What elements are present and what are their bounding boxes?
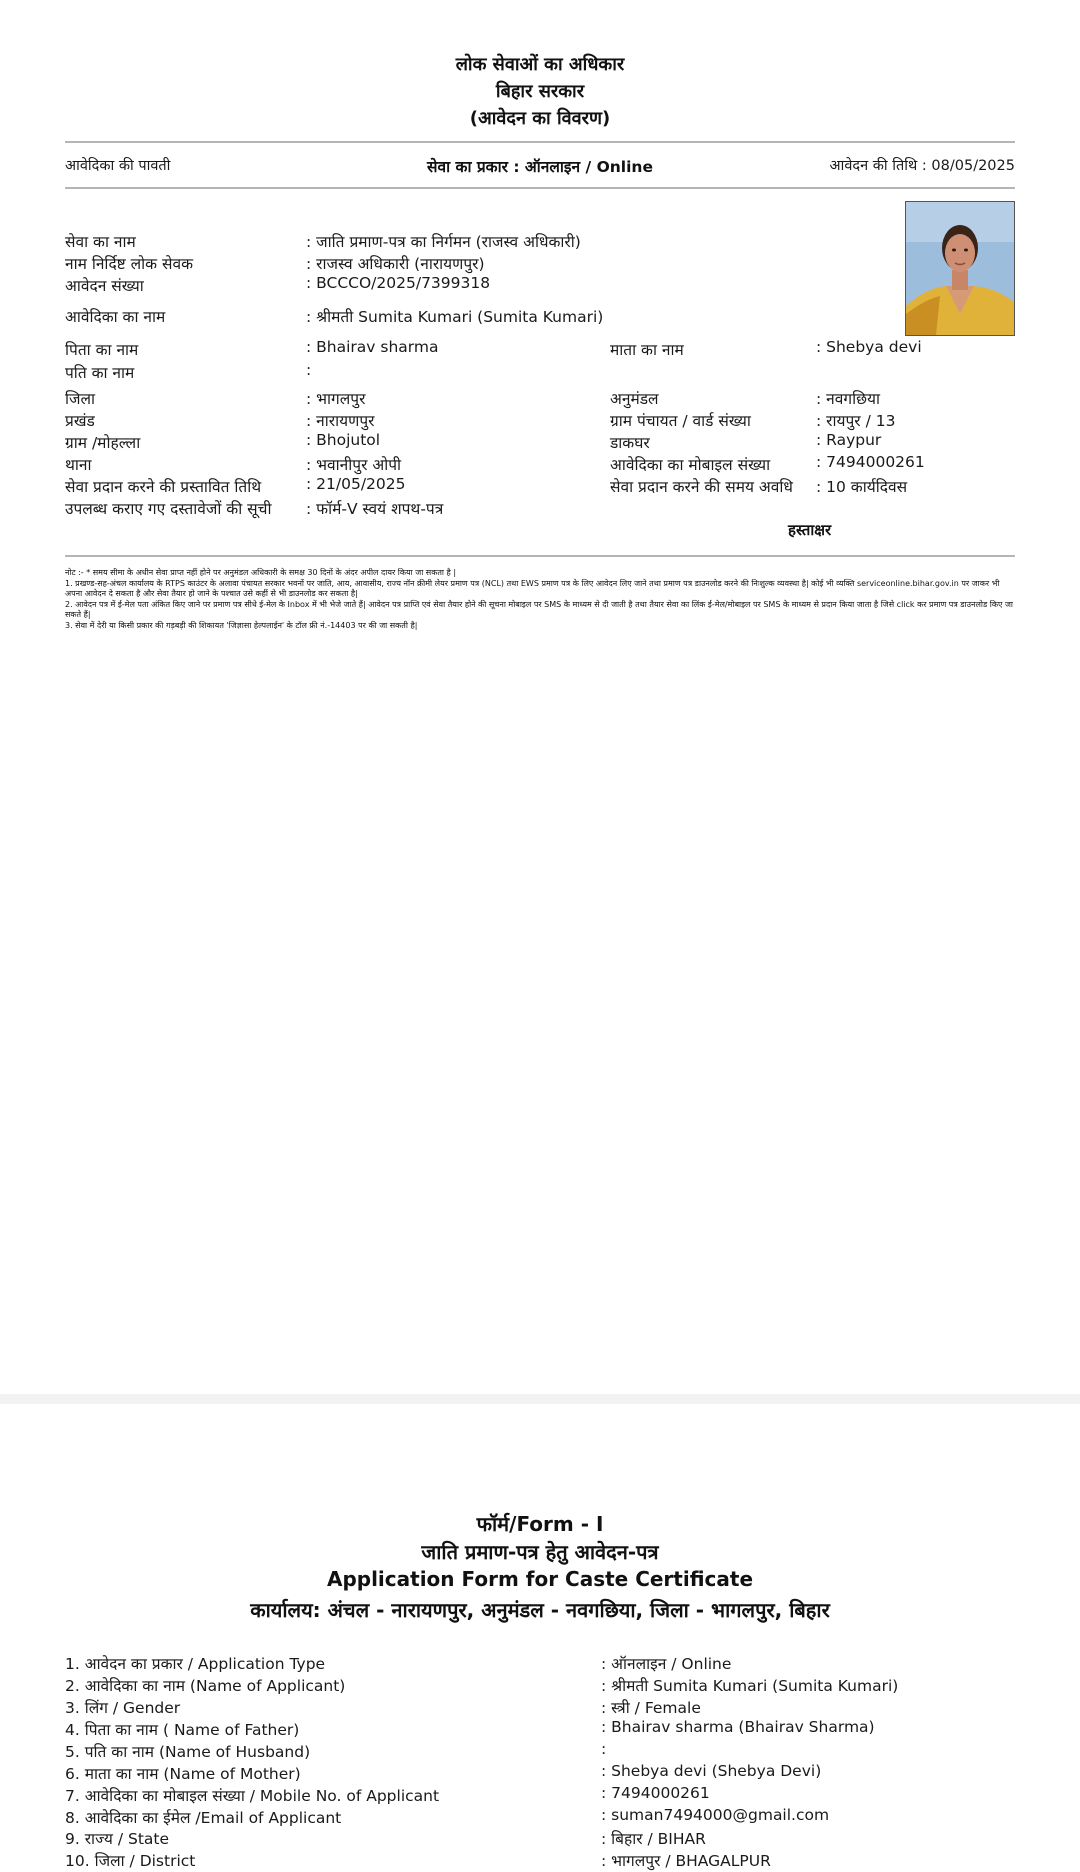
form-number: फॉर्म/Form - I: [476, 1512, 604, 1536]
form-row-value: : ऑनलाइन / Online: [601, 1655, 732, 1673]
form-row-value: : 7494000261: [601, 1784, 710, 1802]
form-row-label: 3. लिंग / Gender: [65, 1699, 181, 1717]
divider: [65, 555, 1015, 557]
service-name-value: : जाति प्रमाण-पत्र का निर्गमन (राजस्व अधिकारी): [306, 233, 581, 251]
form-row-value: : Bhairav sharma (Bhairav Sharma): [601, 1718, 875, 1736]
form-row-label: 6. माता का नाम (Name of Mother): [65, 1765, 301, 1783]
field-label: ग्राम /मोहल्ला: [65, 434, 141, 452]
field-label: अनुमंडल: [610, 390, 659, 408]
panchayat-ward-value: : रायपुर / 13: [816, 412, 896, 430]
form-row-value: : बिहार / BIHAR: [601, 1830, 706, 1848]
office-line: कार्यालय: अंचल - नारायणपुर, अनुमंडल - नवगछिया, जिला - भागलपुर, बिहार: [250, 1598, 830, 1622]
form-page: [0, 1404, 1080, 1872]
field-label: उपलब्ध कराए गए दस्तावेजों की सूची: [65, 500, 272, 518]
field-label: आवेदिका का नाम: [65, 308, 166, 326]
field-label: जिला: [65, 390, 96, 408]
form-row-label: 8. आवेदिका का ईमेल /Email of Applicant: [65, 1809, 342, 1827]
field-label: ग्राम पंचायत / वार्ड संख्या: [610, 412, 751, 430]
form-row-label: 4. पिता का नाम ( Name of Father): [65, 1721, 300, 1739]
district-value: : भागलपुर: [306, 390, 366, 408]
subdivision-value: : नवगछिया: [816, 390, 880, 408]
block-value: : नारायणपुर: [306, 412, 375, 430]
form-row-label: 1. आवेदन का प्रकार / Application Type: [65, 1655, 326, 1673]
husband-name-value: :: [306, 361, 312, 379]
field-label: नाम निर्दिष्ट लोक सेवक: [65, 255, 194, 273]
header-title: लोक सेवाओं का अधिकार: [455, 54, 625, 75]
field-label: सेवा का नाम: [65, 233, 136, 251]
field-label: डाकघर: [610, 434, 650, 452]
field-label: पिता का नाम: [65, 341, 139, 359]
receipt-label: आवेदिका की पावती: [65, 158, 171, 174]
service-period-value: : 10 कार्यदिवस: [816, 478, 908, 496]
form-row-value: : suman7494000@gmail.com: [601, 1806, 830, 1824]
field-label: पति का नाम: [65, 364, 135, 382]
village-value: : Bhojutol: [306, 431, 381, 449]
note-line: नोट :- * समय सीमा के अधीन सेवा प्राप्त नहीं होने पर अनुमंडल अधिकारी के समक्ष 30 दिनों के अंदर अपील दायर किया जा सकता है |: [65, 568, 457, 577]
field-label: आवेदन संख्या: [65, 277, 144, 295]
public-servant-value: : राजस्व अधिकारी (नारायणपुर): [306, 255, 485, 273]
application-date: आवेदन की तिथि : 08/05/2025: [829, 158, 1015, 174]
form-row-label: 5. पति का नाम (Name of Husband): [65, 1743, 311, 1761]
field-label: सेवा प्रदान करने की प्रस्तावित तिथि: [65, 478, 262, 496]
form-row-label: 10. जिला / District: [65, 1852, 196, 1870]
father-name-value: : Bhairav sharma: [306, 338, 439, 356]
notes-block: [65, 568, 1015, 631]
signature-label: हस्ताक्षर: [788, 521, 832, 539]
form-title-english: Application Form for Caste Certificate: [326, 1567, 754, 1591]
applicant-name-value: : श्रीमती Sumita Kumari (Sumita Kumari): [306, 308, 604, 326]
divider: [65, 187, 1015, 189]
mother-name-value: : Shebya devi: [816, 338, 922, 356]
applicant-photo: [905, 201, 1015, 336]
form-row-value: : स्त्री / Female: [601, 1699, 701, 1717]
post-office-value: : Raypur: [816, 431, 882, 449]
divider: [65, 141, 1015, 143]
application-number-value: : BCCCO/2025/7399318: [306, 274, 491, 292]
note-line: 3. सेवा में देरी या किसी प्रकार की गड़बड़ी की शिकायत 'जिज्ञासा हेल्पलाईन' के टॉल फ्री नं.-14403 पर की जा सकती है|: [65, 620, 418, 630]
mobile-value: : 7494000261: [816, 453, 925, 471]
service-type: सेवा का प्रकार : ऑनलाइन / Online: [427, 158, 653, 176]
form-title-hindi: जाति प्रमाण-पत्र हेतु आवेदन-पत्र: [421, 1540, 659, 1564]
note-line: 2. आवेदन पत्र में ई-मेल पता अंकित किए जाने पर प्रमाण पत्र सीधे ई-मेल के Inbox में भी भेजे जाते हैं| आवेदन पत्र प्राप्ति एवं सेवा तैयार होने की सूचना मोबाइल पर SMS के माध्यम से दी जाती है तथा तैयार सेवा का लिंक ई-मेल/मोबाइल पर SMS के माध्यम से प्रदान किया जाता है जिसे click कर प्रमाण पत्र डाउनलोड किए जा सकते हैं|: [65, 599, 1013, 619]
proposed-date-value: : 21/05/2025: [306, 475, 406, 493]
header-government: बिहार सरकार: [495, 81, 585, 102]
field-label: सेवा प्रदान करने की समय अवधि: [610, 478, 793, 496]
documents-value: : फॉर्म-V स्वयं शपथ-पत्र: [306, 500, 444, 518]
form-row-value: : श्रीमती Sumita Kumari (Sumita Kumari): [601, 1677, 899, 1695]
header-subtitle: (आवेदन का विवरण): [469, 108, 611, 129]
form-row-label: 2. आवेदिका का नाम (Name of Applicant): [65, 1677, 346, 1695]
note-line: 1. प्रखण्ड-सह-अंचल कार्यालय के RTPS काउंटर के अलावा पंचायत सरकार भवनों पर जाति, आय, आवासीय, राज्य नॉन क्रीमी लेयर प्रमाण पत्र (NCL) तथा EWS प्रमाण पत्र के लिए आवेदन लिए जाने तथा प्रमाण पत्र डाउनलोड करने की निःशुल्क व्यवस्था है| कोई भी व्यक्ति serviceonline.bihar.gov.in पर जाकर भी अपना आवेदन दे सकता है और सेवा तैयार हो जाने के पश्चात उसे कहीं से भी डाउनलोड कर सकता है|: [65, 578, 1000, 598]
field-label: प्रखंड: [65, 412, 95, 430]
form-row-value: : भागलपुर / BHAGALPUR: [601, 1852, 771, 1870]
field-label: माता का नाम: [610, 341, 684, 359]
form-row-value: : Shebya devi (Shebya Devi): [601, 1762, 822, 1780]
field-label: आवेदिका का मोबाइल संख्या: [610, 456, 771, 474]
form-row-label: 9. राज्य / State: [65, 1830, 170, 1848]
field-label: थाना: [65, 456, 92, 474]
police-station-value: : भवानीपुर ओपी: [306, 456, 402, 474]
form-row-value: :: [601, 1740, 607, 1758]
form-row-label: 7. आवेदिका का मोबाइल संख्या / Mobile No. of Applicant: [65, 1787, 440, 1805]
